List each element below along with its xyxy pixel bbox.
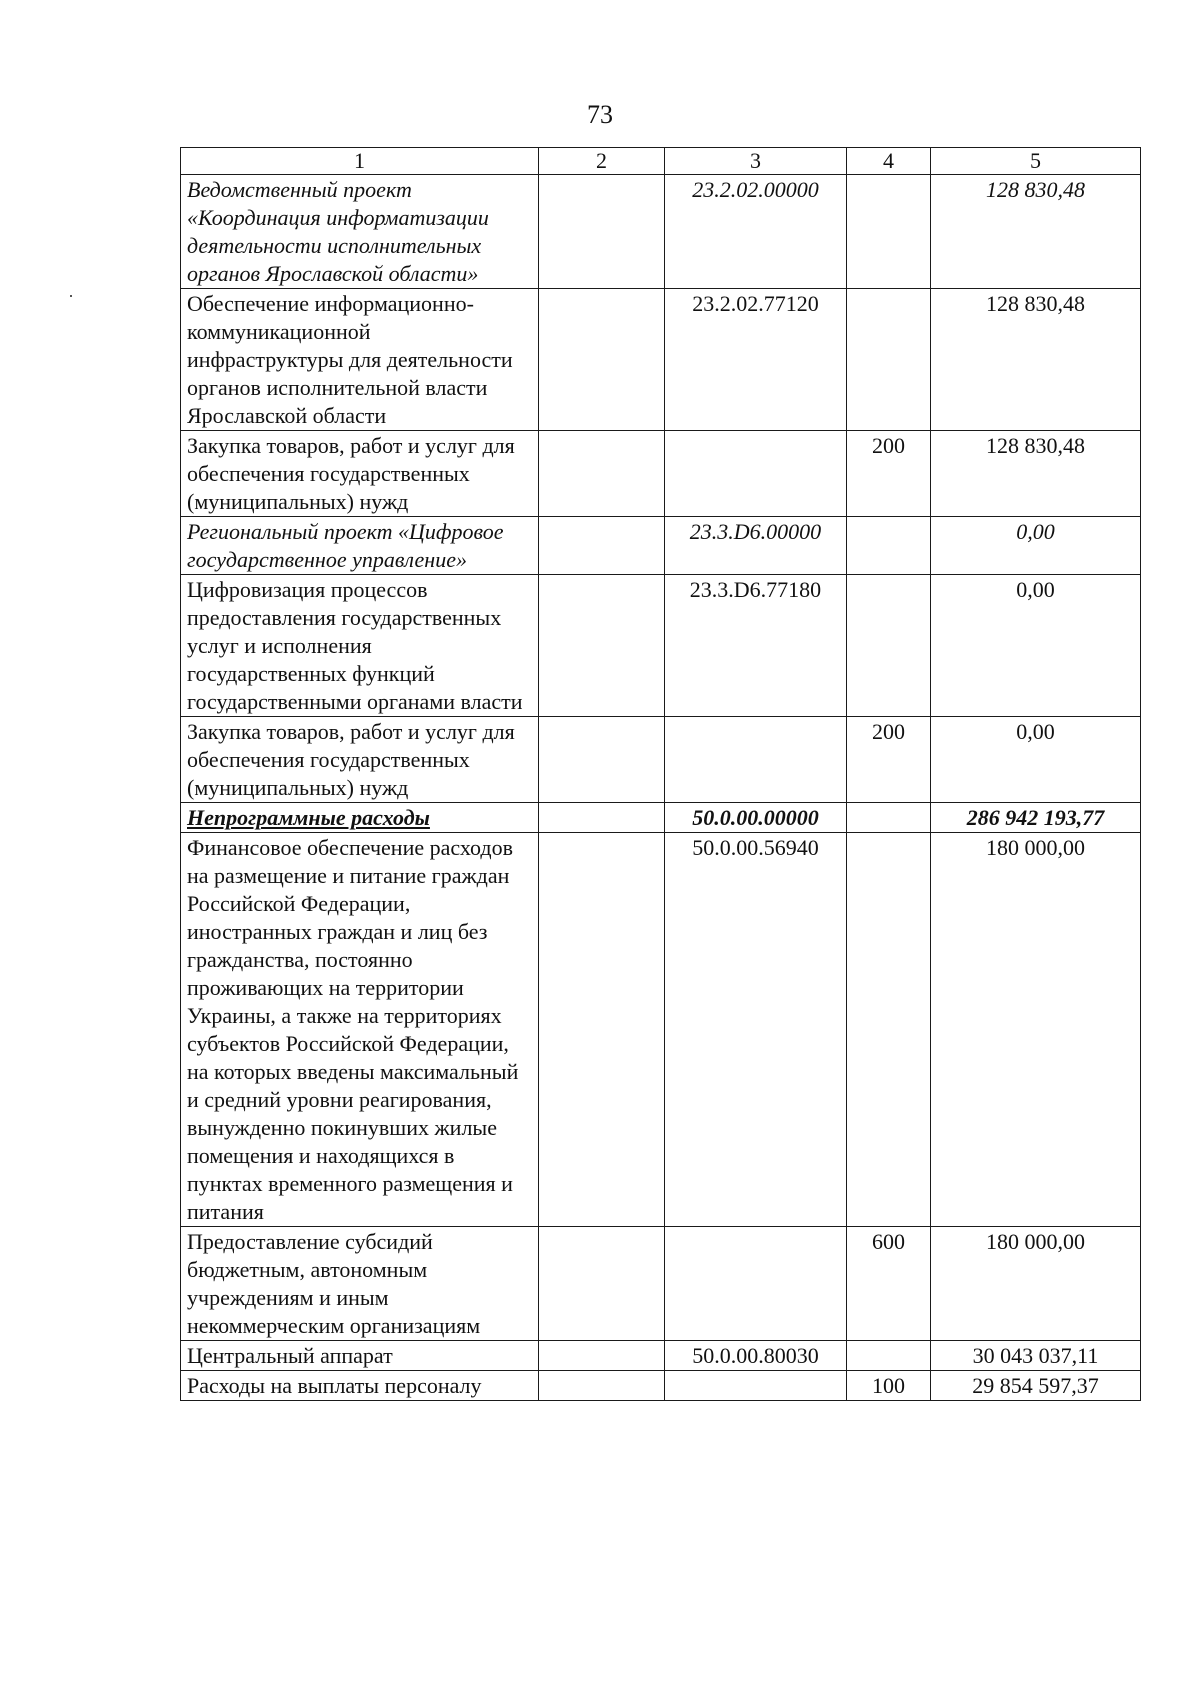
- table-row: [181, 803, 1141, 833]
- row-kvr-cell: [847, 289, 931, 431]
- table-row: [181, 833, 1141, 1227]
- row-sum-cell: 286 942 193,77: [931, 803, 1141, 833]
- row-sum-cell: 128 830,48: [931, 289, 1141, 431]
- row-kvr-cell: [847, 575, 931, 717]
- row-code-cell: 50.0.00.80030: [665, 1341, 847, 1371]
- row-sum-cell: 29 854 597,37: [931, 1371, 1141, 1401]
- page-number: 73: [587, 100, 613, 129]
- row-col2-cell: [539, 289, 665, 431]
- row-kvr-cell: 200: [847, 431, 931, 517]
- row-col2-cell: [539, 717, 665, 803]
- row-code-cell: [665, 717, 847, 803]
- row-name-cell: Ведомственный проект «Координация информатизации деятельности исполнительных органов Ярославской области»: [181, 175, 539, 289]
- header-col-3: 3: [665, 148, 847, 175]
- table-header-row: [181, 148, 1141, 175]
- table-row: [181, 175, 1141, 289]
- row-col2-cell: [539, 175, 665, 289]
- row-name-cell: Непрограммные расходы: [181, 803, 539, 833]
- row-col2-cell: [539, 1227, 665, 1341]
- table-row: [181, 575, 1141, 717]
- row-kvr-cell: [847, 517, 931, 575]
- table-row: [181, 717, 1141, 803]
- row-col2-cell: [539, 1371, 665, 1401]
- row-kvr-cell: 200: [847, 717, 931, 803]
- row-kvr-cell: [847, 833, 931, 1227]
- row-code-cell: 23.3.D6.77180: [665, 575, 847, 717]
- row-sum-cell: 0,00: [931, 717, 1141, 803]
- table-row: [181, 289, 1141, 431]
- row-sum-cell: 128 830,48: [931, 175, 1141, 289]
- row-col2-cell: [539, 431, 665, 517]
- row-sum-cell: 30 043 037,11: [931, 1341, 1141, 1371]
- row-col2-cell: [539, 1341, 665, 1371]
- table-row: [181, 517, 1141, 575]
- row-kvr-cell: 600: [847, 1227, 931, 1341]
- row-code-cell: 23.2.02.77120: [665, 289, 847, 431]
- header-col-4: 4: [847, 148, 931, 175]
- row-code-cell: [665, 431, 847, 517]
- row-code-cell: 50.0.00.00000: [665, 803, 847, 833]
- row-name-cell: Финансовое обеспечение расходов на размещение и питание граждан Российской Федерации, иностранных граждан и лиц без гражданства, постоянно проживающих на территории Украины, а также на территориях субъектов Российской Федерации, на которых введены максимальный и средний уровни реагирования, вынужденно покинувших жилые помещения и находящихся в пунктах временного размещения и питания: [181, 833, 539, 1227]
- header-col-2: 2: [539, 148, 665, 175]
- row-col2-cell: [539, 833, 665, 1227]
- row-name-cell: Закупка товаров, работ и услуг для обеспечения государственных (муниципальных) нужд: [181, 717, 539, 803]
- row-col2-cell: [539, 517, 665, 575]
- row-sum-cell: 180 000,00: [931, 1227, 1141, 1341]
- row-name-cell: Предоставление субсидий бюджетным, автономным учреждениям и иным некоммерческим организациям: [181, 1227, 539, 1341]
- row-name-cell: Обеспечение информационно-коммуникационной инфраструктуры для деятельности органов исполнительной власти Ярославской области: [181, 289, 539, 431]
- row-name-cell: Закупка товаров, работ и услуг для обеспечения государственных (муниципальных) нужд: [181, 431, 539, 517]
- table-row: [181, 1227, 1141, 1341]
- row-sum-cell: 128 830,48: [931, 431, 1141, 517]
- row-sum-cell: 0,00: [931, 575, 1141, 717]
- row-sum-cell: 0,00: [931, 517, 1141, 575]
- row-col2-cell: [539, 575, 665, 717]
- row-name-cell: Центральный аппарат: [181, 1341, 539, 1371]
- row-code-cell: [665, 1227, 847, 1341]
- table-row: [181, 1341, 1141, 1371]
- header-col-5: 5: [931, 148, 1141, 175]
- row-col2-cell: [539, 803, 665, 833]
- row-code-cell: 23.3.D6.00000: [665, 517, 847, 575]
- row-sum-cell: 180 000,00: [931, 833, 1141, 1227]
- table-row: [181, 431, 1141, 517]
- row-name-cell: Расходы на выплаты персоналу: [181, 1371, 539, 1401]
- row-code-cell: 50.0.00.56940: [665, 833, 847, 1227]
- row-code-cell: [665, 1371, 847, 1401]
- row-name-cell: Региональный проект «Цифровое государственное управление»: [181, 517, 539, 575]
- row-code-cell: 23.2.02.00000: [665, 175, 847, 289]
- row-kvr-cell: [847, 1341, 931, 1371]
- row-name-cell: Цифровизация процессов предоставления государственных услуг и исполнения государственных функций государственными органами власти: [181, 575, 539, 717]
- row-kvr-cell: [847, 175, 931, 289]
- row-kvr-cell: [847, 803, 931, 833]
- row-kvr-cell: 100: [847, 1371, 931, 1401]
- scan-speck: [70, 295, 72, 297]
- header-col-1: 1: [181, 148, 539, 175]
- table-row: [181, 1371, 1141, 1401]
- budget-table: [180, 147, 1141, 1401]
